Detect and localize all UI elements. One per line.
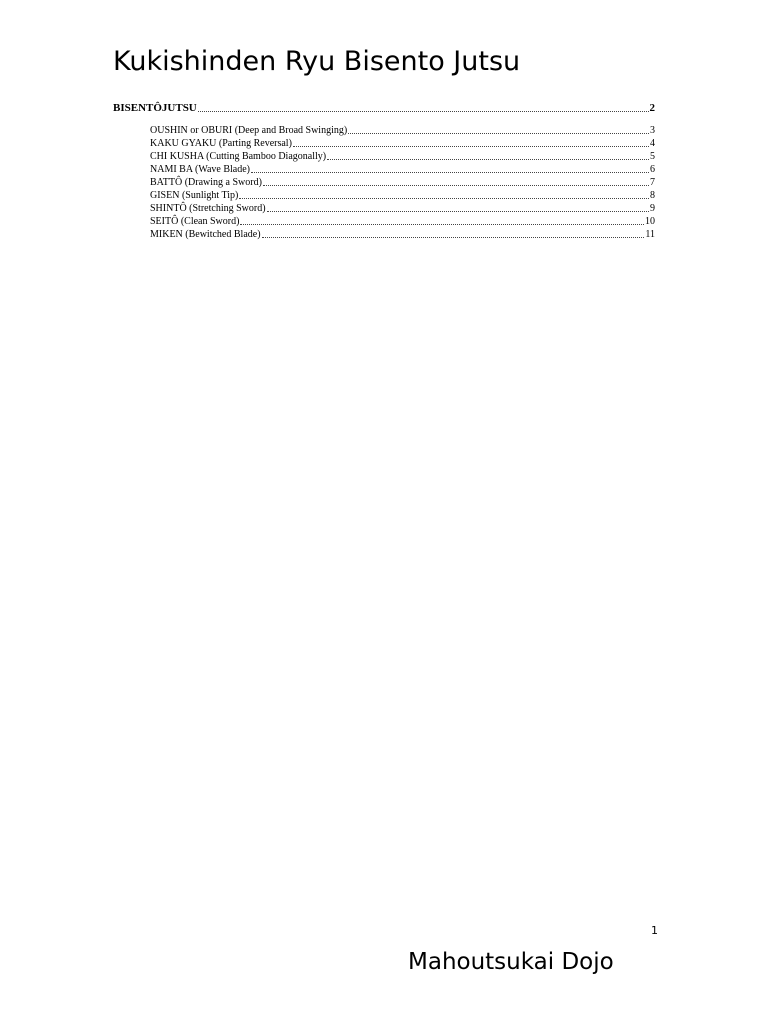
toc-leader-dots (327, 158, 649, 160)
toc-entry-label: SEITÔ (Clean Sword) (150, 216, 240, 227)
toc-entry-page: 10 (645, 216, 655, 227)
footer-brand: Mahoutsukai Dojo (408, 949, 614, 975)
toc-entry[interactable] (150, 228, 655, 241)
toc-entry-page: 4 (650, 138, 655, 149)
toc-leader-dots (262, 236, 645, 238)
toc-entry-page: 3 (650, 125, 655, 136)
toc-entry-page: 9 (650, 203, 655, 214)
toc-leader-dots (198, 110, 649, 112)
toc-entry[interactable] (150, 189, 655, 202)
toc-main-entry[interactable] (113, 101, 655, 115)
toc-main-label: BISENTÔJUTSU (113, 102, 197, 114)
toc-entry-label: CHI KUSHA (Cutting Bamboo Diagonally) (150, 151, 327, 162)
toc-entry-label: BATTÔ (Drawing a Sword) (150, 177, 262, 188)
toc-leader-dots (263, 184, 649, 186)
toc-entry[interactable] (150, 176, 655, 189)
toc-entry-page: 11 (645, 229, 655, 240)
toc-leader-dots (240, 223, 644, 225)
toc-entry-page: 6 (650, 164, 655, 175)
toc-leader-dots (251, 171, 649, 173)
toc-entry[interactable] (150, 137, 655, 150)
toc-entry-page: 8 (650, 190, 655, 201)
toc-entry-label: MIKEN (Bewitched Blade) (150, 229, 261, 240)
page-number: 1 (651, 924, 658, 937)
toc-entry-label: KAKU GYAKU (Parting Reversal) (150, 138, 292, 149)
toc-entry[interactable] (150, 124, 655, 137)
toc-entry[interactable] (150, 215, 655, 228)
toc-entry-page: 5 (650, 151, 655, 162)
toc-entry[interactable] (150, 202, 655, 215)
toc-main-page: 2 (649, 102, 655, 114)
toc-entry-page: 7 (650, 177, 655, 188)
toc-entry[interactable] (150, 163, 655, 176)
toc-entry-label: SHINTÔ (Stretching Sword) (150, 203, 266, 214)
page-title: Kukishinden Ryu Bisento Jutsu (113, 46, 521, 77)
toc-leader-dots (239, 197, 649, 199)
toc-entry-label: NAMI BA (Wave Blade) (150, 164, 251, 175)
toc-entry-label: OUSHIN or OBURI (Deep and Broad Swinging) (150, 125, 348, 136)
toc-leader-dots (293, 145, 649, 147)
toc-leader-dots (348, 132, 649, 134)
toc-leader-dots (267, 210, 649, 212)
toc-entry[interactable] (150, 150, 655, 163)
toc-entry-label: GISEN (Sunlight Tip) (150, 190, 239, 201)
